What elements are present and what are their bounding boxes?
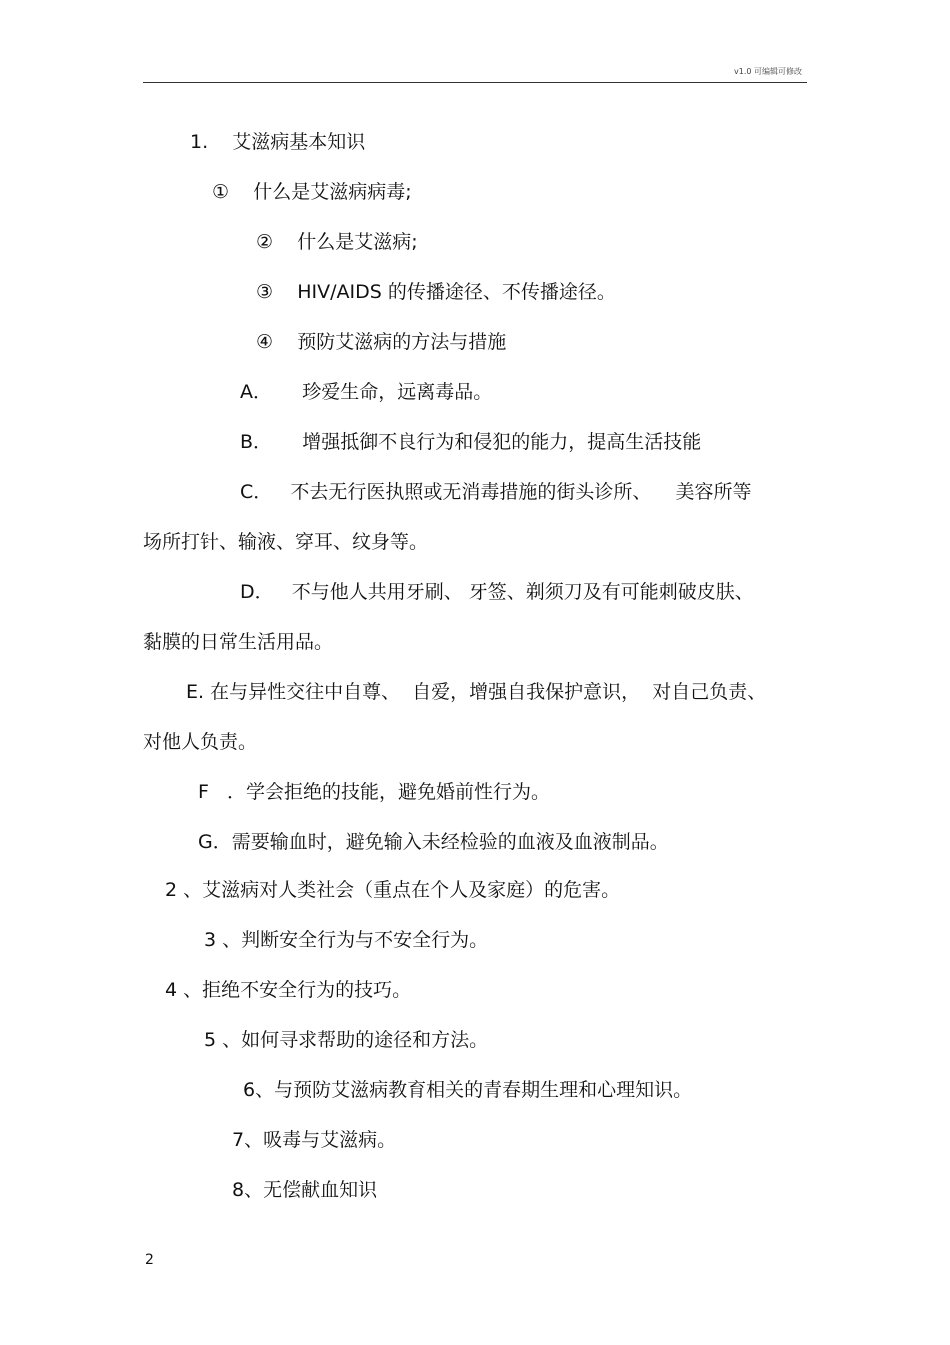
text-line: E. 在与异性交往中自尊、 自爱，增强自我保护意识， 对自己负责、 [186,681,767,703]
text-line: A． 珍爱生命，远离毒品。 [240,381,493,403]
text-line: D． 不与他人共用牙刷、 牙签、剃须刀及有可能刺破皮肤、 [240,581,754,603]
version-label: v1.0 可编辑可修改 [734,67,802,76]
text-line: 7、吸毒与艾滋病。 [232,1129,397,1151]
text-line: 黏膜的日常生活用品。 [143,631,334,653]
text-line: 5 、如何寻求帮助的途径和方法。 [204,1029,489,1051]
page-number: 2 [145,1252,154,1268]
text-line: 2 、艾滋病对人类社会（重点在个人及家庭）的危害。 [165,879,621,901]
text-line: 1. 艾滋病基本知识 [190,131,366,153]
text-line: F ．学会拒绝的技能，避免婚前性行为。 [198,781,551,803]
text-line: ② 什么是艾滋病; [256,231,418,253]
text-line: G．需要输血时，避免输入未经检验的血液及血液制品。 [198,831,669,853]
text-line: ③ HIV/AIDS 的传播途径、不传播途径。 [256,281,616,303]
header-divider [143,82,807,83]
text-line: 6、与预防艾滋病教育相关的青春期生理和心理知识。 [243,1079,693,1101]
text-line: C． 不去无行医执照或无消毒措施的街头诊所、 美容所等 [240,481,752,503]
text-line: 8、无偿献血知识 [232,1179,378,1201]
text-line: 4 、拒绝不安全行为的技巧。 [165,979,412,1001]
text-line: ④ 预防艾滋病的方法与措施 [256,331,507,353]
text-line: ① 什么是艾滋病病毒; [212,181,412,203]
text-line: 3 、判断安全行为与不安全行为。 [204,929,489,951]
text-line: B． 增强抵御不良行为和侵犯的能力，提高生活技能 [240,431,702,453]
text-line: 对他人负责。 [143,731,258,753]
text-line: 场所打针、输液、穿耳、纹身等。 [143,531,429,553]
